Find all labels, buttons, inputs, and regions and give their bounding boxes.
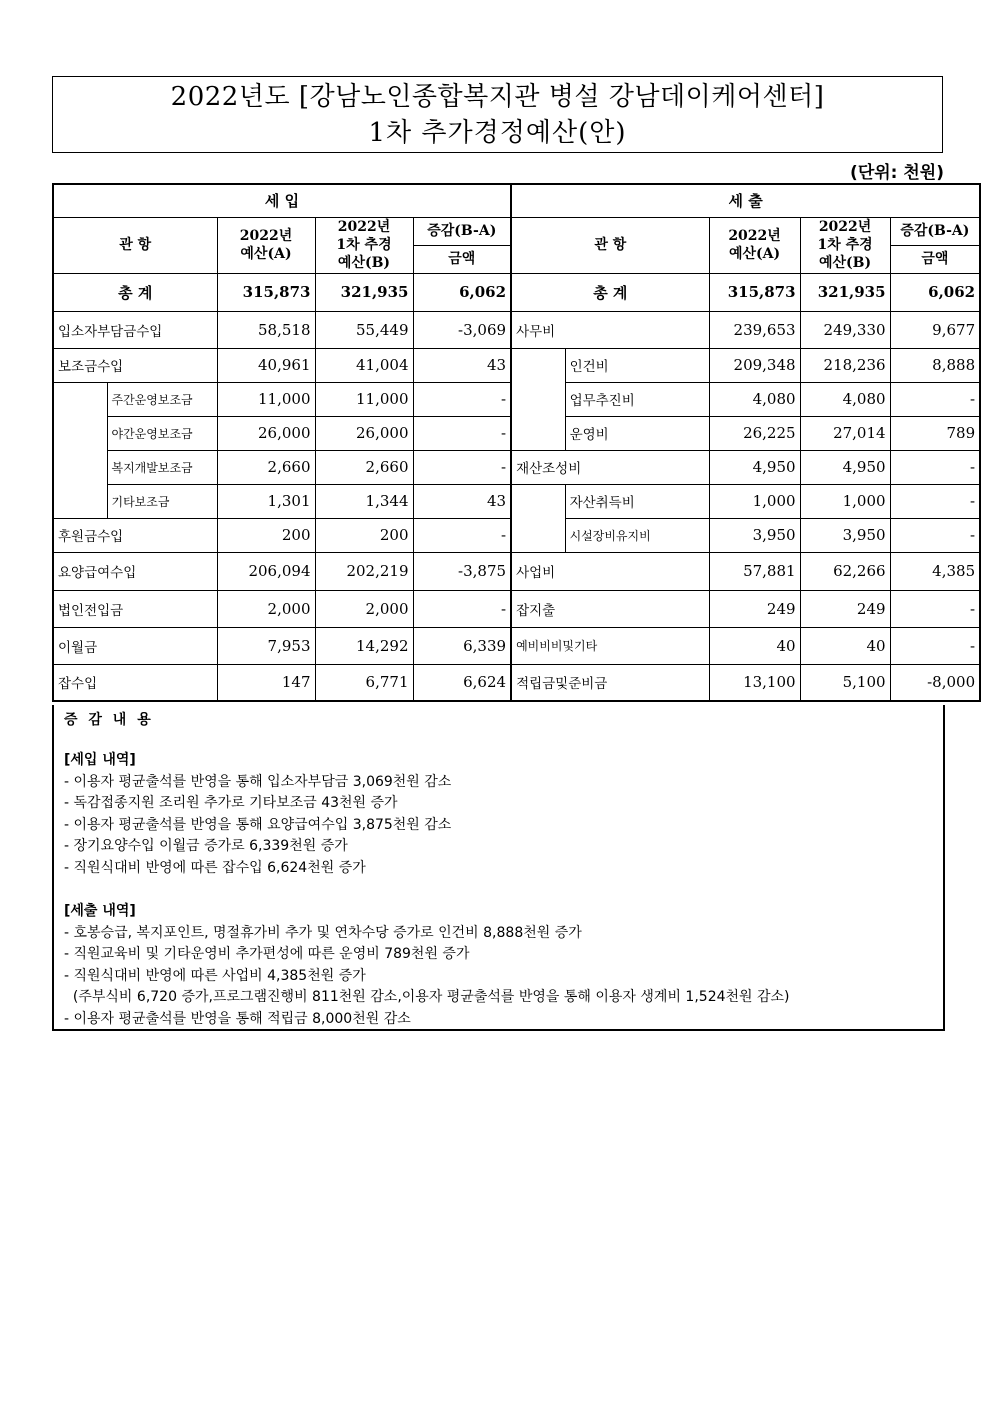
table-row (53, 311, 980, 348)
table-row (53, 450, 980, 484)
exp-a: 40 (709, 627, 800, 664)
list-item: (주부식비 6,720 증가,프로그램진행비 811천원 감소,이용자 평균출석를 반영을 통해 이용자 생계비 1,524천원 감소) (64, 989, 790, 1005)
exp-total-label: 총 계 (511, 273, 709, 311)
exp-a: 26,225 (709, 416, 800, 450)
change-notes-section (52, 705, 945, 1031)
exp-label: 잡지출 (511, 590, 709, 627)
table-row (53, 484, 980, 518)
rev-b: 41,004 (315, 348, 413, 382)
rev-label: 입소자부담금수입 (53, 311, 217, 348)
rev-b: 11,000 (315, 382, 413, 416)
table-row (53, 590, 980, 627)
exp-diff: 789 (890, 416, 980, 450)
rev-b: 2,000 (315, 590, 413, 627)
exp-b: 249 (800, 590, 890, 627)
rev-total-b: 321,935 (315, 273, 413, 311)
rev-diff: -3,875 (413, 552, 511, 590)
exp-total-a: 315,873 (709, 273, 800, 311)
rev-b: 202,219 (315, 552, 413, 590)
document-subtitle: 1차 추가경정예산(안) (368, 118, 627, 148)
expense-notes-heading: [세출 내역] (64, 903, 136, 919)
rev-diff: 43 (413, 348, 511, 382)
exp-label: 예비비비및기타 (511, 627, 709, 664)
rev-label: 후원금수입 (53, 518, 217, 552)
table-row (53, 664, 980, 701)
exp-label: 시설장비유지비 (565, 518, 709, 552)
exp-diff: - (890, 590, 980, 627)
rev-b: 6,771 (315, 664, 413, 701)
exp-b: 4,080 (800, 382, 890, 416)
rev-b: 2,660 (315, 450, 413, 484)
exp-a: 209,348 (709, 348, 800, 382)
exp-diff: 8,888 (890, 348, 980, 382)
exp-indent-cell (511, 348, 565, 450)
rev-a: 200 (217, 518, 315, 552)
exp-label: 재산조성비 (511, 450, 709, 484)
list-item: - 독감접종지원 조리원 추가로 기타보조금 43천원 증가 (64, 795, 398, 811)
rev-label: 주간운영보조금 (107, 382, 217, 416)
exp-diff: - (890, 450, 980, 484)
rev-diff: 43 (413, 484, 511, 518)
exp-label: 자산취득비 (565, 484, 709, 518)
list-item: - 이용자 평균출석를 반영을 통해 요양급여수입 3,875천원 감소 (64, 816, 452, 833)
list-item: - 직원식대비 반영에 따른 사업비 4,385천원 증가 (64, 967, 366, 984)
revenue-notes-heading: [세입 내역] (64, 752, 136, 768)
table-row (53, 627, 980, 664)
rev-b: 200 (315, 518, 413, 552)
list-item: - 직원식대비 반영에 따른 잡수입 6,624천원 증가 (64, 859, 366, 876)
list-item: - 호봉승급, 복지포인트, 명절휴가비 추가 및 연차수당 증가로 인건비 8,888천원 증가 (64, 924, 582, 941)
rev-label: 복지개발보조금 (107, 450, 217, 484)
exp-item-header: 관 항 (511, 217, 709, 273)
rev-b: 14,292 (315, 627, 413, 664)
exp-label: 운영비 (565, 416, 709, 450)
rev-total-label: 총 계 (53, 273, 217, 311)
rev-diff: - (413, 382, 511, 416)
rev-a: 26,000 (217, 416, 315, 450)
rev-diff: 6,339 (413, 627, 511, 664)
exp-diff: - (890, 518, 980, 552)
rev-label: 요양급여수입 (53, 552, 217, 590)
rev-a: 206,094 (217, 552, 315, 590)
exp-label: 사무비 (511, 311, 709, 348)
list-item: - 장기요양수입 이월금 증가로 6,339천원 증가 (64, 838, 348, 854)
list-item: - 직원교육비 및 기타운영비 추가편성에 따른 운영비 789천원 증가 (64, 946, 470, 962)
rev-diff-header: 증감(B-A) (413, 217, 511, 245)
exp-indent-cell (511, 484, 565, 552)
rev-indent-cell (53, 382, 107, 518)
list-item: - 이용자 평균출석를 반영을 통해 적립금 8,000천원 감소 (64, 1010, 411, 1027)
rev-diff: - (413, 518, 511, 552)
revenue-notes (64, 750, 451, 879)
exp-diff: - (890, 484, 980, 518)
budget-table (52, 183, 981, 702)
exp-diff: - (890, 627, 980, 664)
exp-b: 62,266 (800, 552, 890, 590)
exp-label: 사업비 (511, 552, 709, 590)
exp-a: 239,653 (709, 311, 800, 348)
rev-b: 1,344 (315, 484, 413, 518)
rev-a: 2,660 (217, 450, 315, 484)
exp-diff: - (890, 382, 980, 416)
expense-header: 세 출 (511, 184, 980, 217)
exp-b: 40 (800, 627, 890, 664)
rev-total-a: 315,873 (217, 273, 315, 311)
exp-b: 4,950 (800, 450, 890, 484)
rev-a: 40,961 (217, 348, 315, 382)
exp-a: 13,100 (709, 664, 800, 701)
rev-item-header: 관 항 (53, 217, 217, 273)
exp-a: 4,080 (709, 382, 800, 416)
rev-a: 2,000 (217, 590, 315, 627)
rev-total-diff: 6,062 (413, 273, 511, 311)
rev-diff: 6,624 (413, 664, 511, 701)
list-item: - 이용자 평균출석를 반영을 통해 입소자부담금 3,069천원 감소 (64, 773, 452, 790)
rev-budget-a-header: 2022년 예산(A) (217, 217, 315, 273)
rev-diff: - (413, 416, 511, 450)
exp-budget-a-header: 2022년 예산(A) (709, 217, 800, 273)
rev-diff: -3,069 (413, 311, 511, 348)
rev-b: 26,000 (315, 416, 413, 450)
rev-label: 법인전입금 (53, 590, 217, 627)
exp-b: 27,014 (800, 416, 890, 450)
expense-notes (64, 901, 790, 1030)
exp-label: 업무추진비 (565, 382, 709, 416)
exp-b: 218,236 (800, 348, 890, 382)
rev-diff: - (413, 590, 511, 627)
exp-diff-header: 증감(B-A) (890, 217, 980, 245)
exp-budget-b-header: 2022년 1차 추경 예산(B) (800, 217, 890, 273)
exp-diff: 4,385 (890, 552, 980, 590)
rev-label: 야간운영보조금 (107, 416, 217, 450)
exp-diff: 9,677 (890, 311, 980, 348)
rev-label: 잡수입 (53, 664, 217, 701)
rev-b: 55,449 (315, 311, 413, 348)
rev-diff: - (413, 450, 511, 484)
table-row (53, 348, 980, 382)
exp-a: 3,950 (709, 518, 800, 552)
exp-a: 1,000 (709, 484, 800, 518)
rev-label: 보조금수입 (53, 348, 217, 382)
exp-label: 인건비 (565, 348, 709, 382)
exp-diff: -8,000 (890, 664, 980, 701)
rev-a: 58,518 (217, 311, 315, 348)
rev-label: 이월금 (53, 627, 217, 664)
exp-b: 5,100 (800, 664, 890, 701)
exp-b: 3,950 (800, 518, 890, 552)
document-title: 2022년도 [강남노인종합복지관 병설 강남데이케어센터] (170, 82, 825, 112)
rev-amount-header: 금액 (413, 245, 511, 273)
revenue-header: 세 입 (53, 184, 511, 217)
rev-label: 기타보조금 (107, 484, 217, 518)
document-title-box (52, 76, 943, 153)
unit-label: (단위: 천원) (850, 163, 944, 183)
exp-amount-header: 금액 (890, 245, 980, 273)
rev-a: 7,953 (217, 627, 315, 664)
exp-total-diff: 6,062 (890, 273, 980, 311)
rev-a: 147 (217, 664, 315, 701)
exp-label: 적립금및준비금 (511, 664, 709, 701)
table-row (53, 552, 980, 590)
exp-b: 249,330 (800, 311, 890, 348)
rev-budget-b-header: 2022년 1차 추경 예산(B) (315, 217, 413, 273)
exp-total-b: 321,935 (800, 273, 890, 311)
notes-title: 증 감 내 용 (64, 712, 154, 728)
rev-a: 1,301 (217, 484, 315, 518)
exp-a: 57,881 (709, 552, 800, 590)
exp-b: 1,000 (800, 484, 890, 518)
exp-a: 4,950 (709, 450, 800, 484)
exp-a: 249 (709, 590, 800, 627)
total-row (53, 273, 980, 311)
rev-a: 11,000 (217, 382, 315, 416)
